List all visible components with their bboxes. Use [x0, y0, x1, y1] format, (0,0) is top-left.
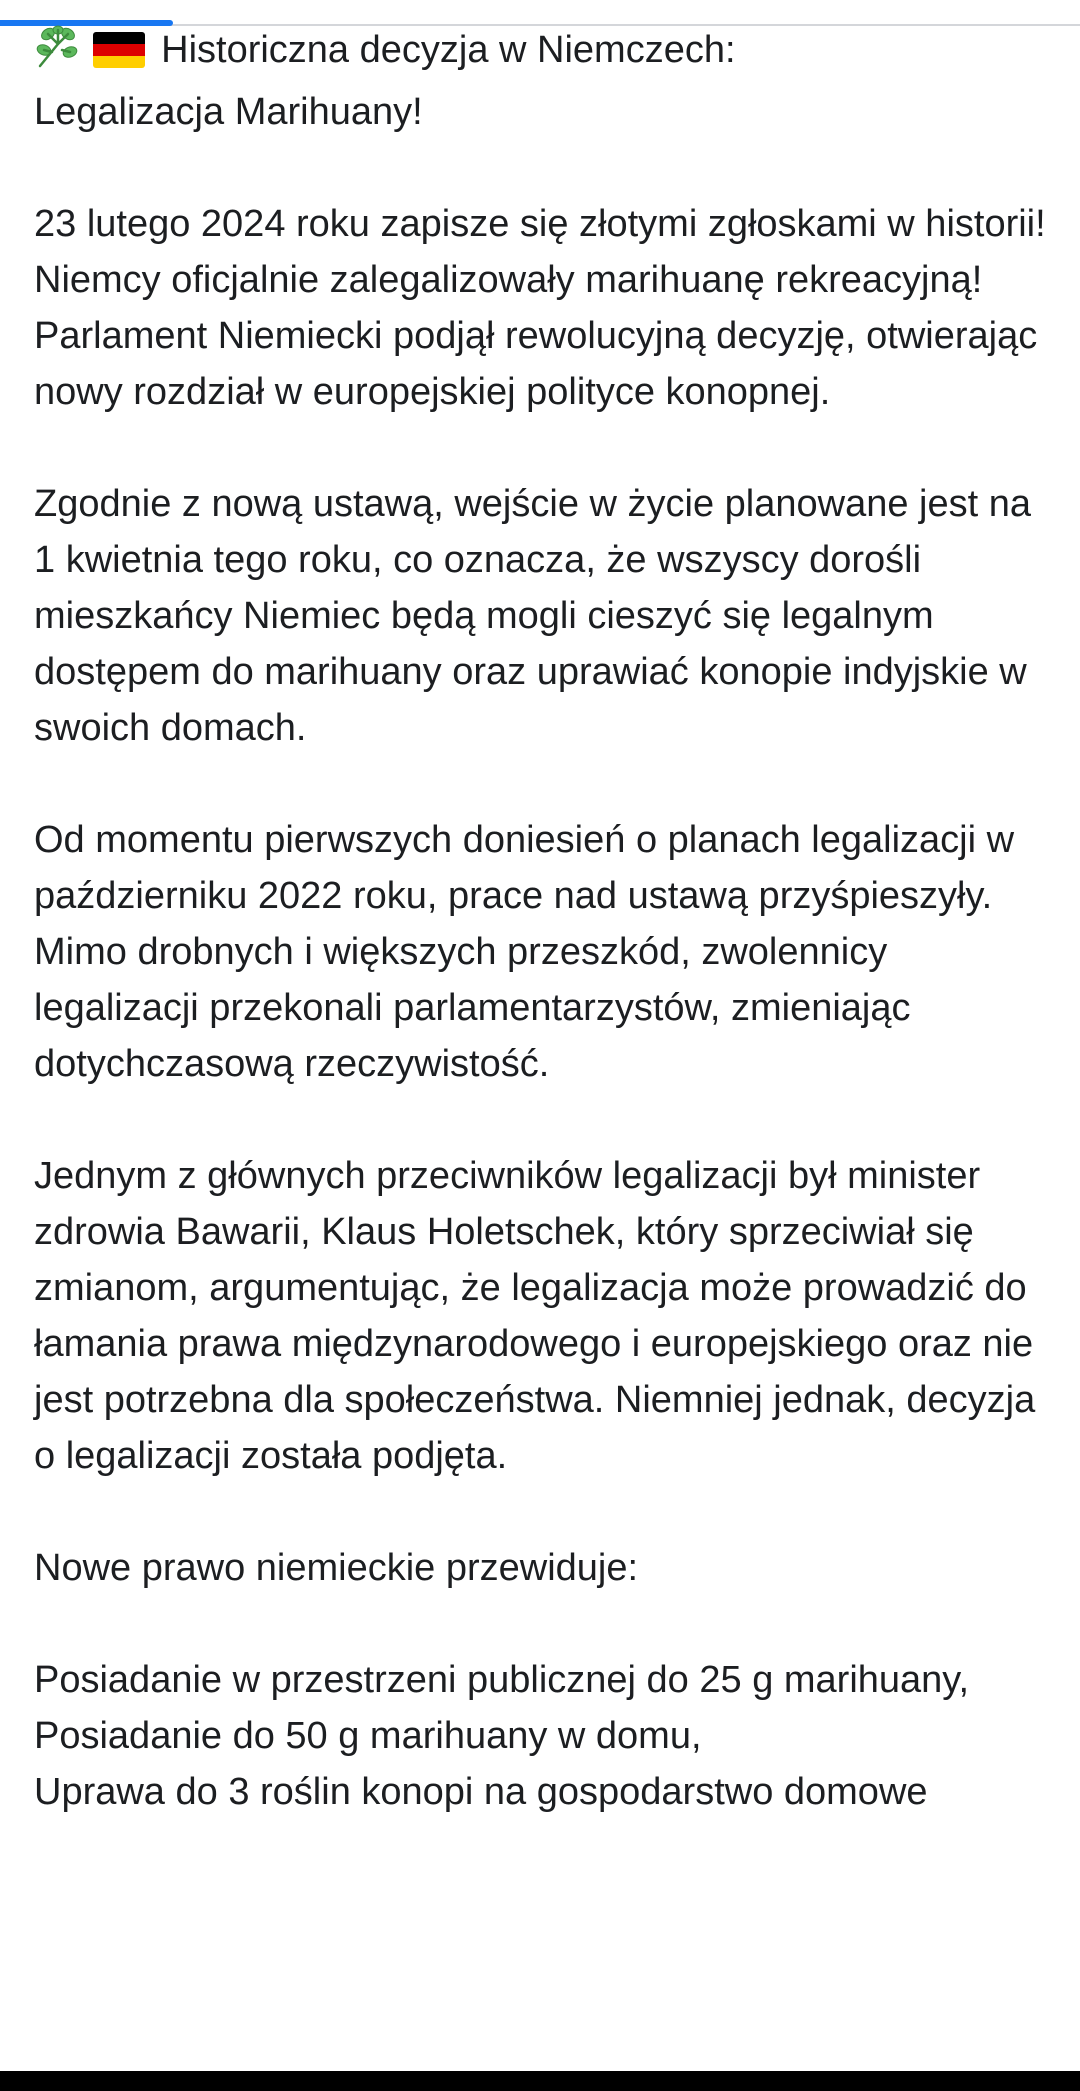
list-item-3: Uprawa do 3 roślin konopi na gospodarstwo domowe	[34, 1771, 928, 1813]
post-paragraph-5: Nowe prawo niemieckie przewiduje:	[34, 1547, 639, 1589]
post-body	[34, 22, 1054, 1820]
post-paragraph-2: Zgodnie z nową ustawą, wejście w życie planowane jest na 1 kwietnia tego roku, co oznacza, że wszyscy dorośli mieszkańcy Niemiec będą mogli cieszyć się legalnym dostępem do marihuany oraz uprawiać konopie indyjskie w swoich domach.	[34, 483, 1031, 749]
post-title	[34, 22, 1054, 140]
post-paragraph-3: Od momentu pierwszych doniesień o planach legalizacji w październiku 2022 roku, prace nad ustawą przyśpieszyły. Mimo drobnych i większych przeszkód, zwolennicy legalizacji przekonali parlamentarzystów, zmieniając dotychczasową rzeczywistość.	[34, 819, 1015, 1085]
herb-icon	[34, 24, 82, 84]
post-title-line2: Legalizacja Marihuany!	[34, 91, 423, 133]
post-paragraph-1: 23 lutego 2024 roku zapisze się złotymi zgłoskami w historii! Niemcy oficjalnie zalegalizowały marihuanę rekreacyjną! Parlament Niemiecki podjął rewolucyjną decyzję, otwierając nowy rozdział w europejskiej polityce konopnej.	[34, 203, 1046, 413]
post-title-line1: Historiczna decyzja w Niemczech:	[161, 29, 736, 71]
list-item-2: Posiadanie do 50 g marihuany w domu,	[34, 1715, 702, 1757]
system-navigation-bar	[0, 2071, 1080, 2091]
german-flag-icon	[93, 32, 145, 68]
list-item-1: Posiadanie w przestrzeni publicznej do 25 g marihuany,	[34, 1659, 970, 1701]
post-paragraph-4: Jednym z głównych przeciwników legalizacji był minister zdrowia Bawarii, Klaus Holetschek, który sprzeciwiał się zmianom, argumentując, że legalizacja może prowadzić do łamania prawa międzynarodowego i europejskiego oraz nie jest potrzebna dla społeczeństwa. Niemniej jednak, decyzja o legalizacji została podjęta.	[34, 1155, 1036, 1477]
